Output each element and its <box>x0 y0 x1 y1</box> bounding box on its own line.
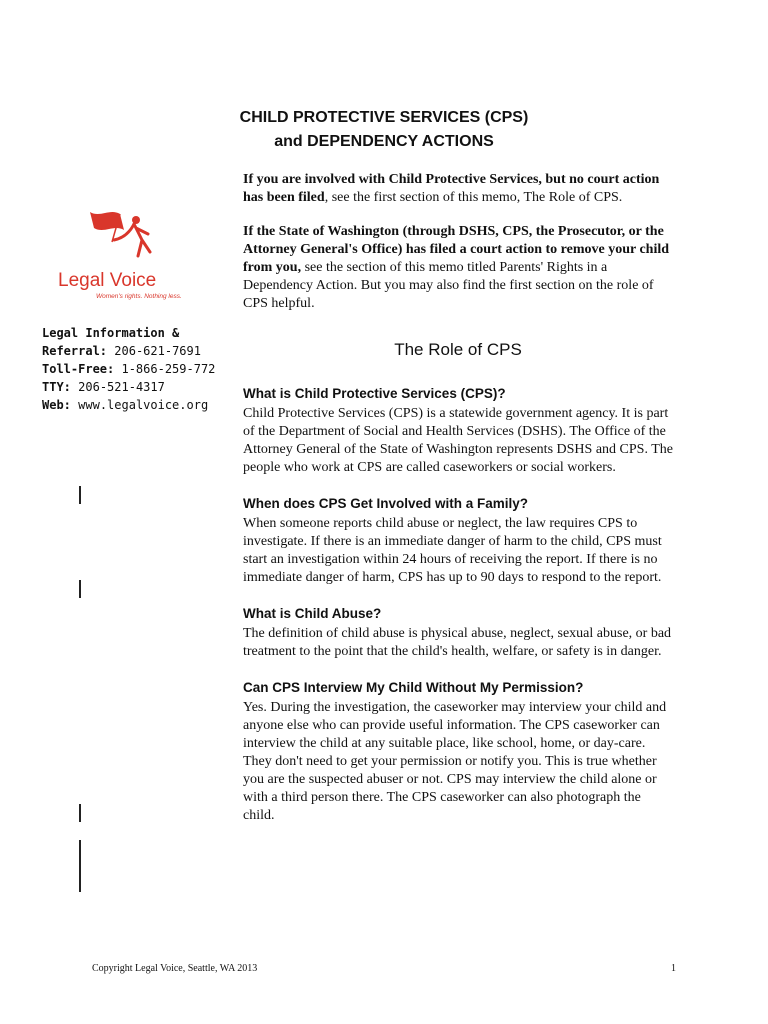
intro-2-bold: If the State of Washington (through DSHS, CPS, the Prosecutor, or the Attorney General's Office) has filed a court action to remove your child from you, <box>243 224 670 275</box>
referral-label: Referral: <box>42 344 108 358</box>
contact-sidebar <box>42 324 232 414</box>
faq-section <box>243 677 673 825</box>
document-title <box>0 106 768 154</box>
web-label: Web: <box>42 398 71 412</box>
revision-bar <box>79 840 81 892</box>
sidebar-heading: Legal Information & <box>42 326 180 340</box>
tty-phone: 206-521-4317 <box>78 380 165 394</box>
tty-label: TTY: <box>42 380 71 394</box>
intro-paragraph-1 <box>243 171 673 207</box>
faq-answer: Child Protective Services (CPS) is a statewide government agency. It is part of the Department of Social and Health Services (DSHS). The Office of the Attorney General of the State of Washington represents DSHS and CPS. The people who work at CPS are called caseworkers or social workers. <box>243 406 673 475</box>
role-heading: The Role of CPS <box>394 340 522 359</box>
referral-line <box>42 342 232 360</box>
faq-section <box>243 493 673 587</box>
faq-question: What is Child Protective Services (CPS)? <box>243 386 506 401</box>
intro-1-text: , see the first section of this memo, The Role of CPS. <box>324 190 623 205</box>
tty-line <box>42 378 232 396</box>
web-url[interactable]: www.legalvoice.org <box>78 398 209 412</box>
faq-question: Can CPS Interview My Child Without My Permission? <box>243 680 584 695</box>
web-line <box>42 396 232 414</box>
revision-bar <box>79 580 81 598</box>
tollfree-phone: 1-866-259-772 <box>121 362 216 376</box>
logo-wordmark: Legal Voice <box>58 270 157 291</box>
main-content <box>243 171 673 841</box>
revision-bar <box>79 804 81 822</box>
logo-tagline: Women's rights. Nothing less. <box>96 293 182 300</box>
tollfree-line <box>42 360 232 378</box>
faq-question: When does CPS Get Involved with a Family? <box>243 496 529 511</box>
revision-bar <box>79 486 81 504</box>
faq-section <box>243 603 673 661</box>
faq-answer: Yes. During the investigation, the caseworker may interview your child and anyone else who can provide useful information. The CPS caseworker can interview the child at any suitable place, like school, home, or day-care. They don't need to get your permission or notify you. This is true whether you are the suspected abuser or not. CPS may interview the child alone or with a third person there. The CPS caseworker can also photograph the child. <box>243 700 667 823</box>
legal-voice-logo <box>52 194 212 310</box>
intro-paragraph-2 <box>243 223 673 313</box>
intro-2-text: see the section of this memo titled Parents' Rights in a Dependency Action. But you may also find the first section on the role of CPS helpful. <box>243 260 654 311</box>
title-line-1: CHILD PROTECTIVE SERVICES (CPS) <box>239 109 529 126</box>
faq-question: What is Child Abuse? <box>243 606 382 621</box>
referral-phone: 206-621-7691 <box>114 344 201 358</box>
faq-section <box>243 383 673 477</box>
faq-answer: When someone reports child abuse or neglect, the law requires CPS to investigate. If there is an immediate danger of harm to the child, CPS must start an investigation within 24 hours of receiving the report. If there is no immediate danger of harm, CPS has up to 90 days to respond to the report. <box>243 516 662 585</box>
faq-answer: The definition of child abuse is physical abuse, neglect, sexual abuse, or bad treatment to the point that the child's health, welfare, or safety is in danger. <box>243 626 672 659</box>
intro-1-bold: If you are involved with Child Protective Services, but no court action has been filed <box>243 172 660 205</box>
page-number: 1 <box>671 963 676 974</box>
tollfree-label: Toll-Free: <box>42 362 115 376</box>
title-line-2: and DEPENDENCY ACTIONS <box>274 133 494 150</box>
footer-copyright: Copyright Legal Voice, Seattle, WA 2013 <box>92 963 258 974</box>
